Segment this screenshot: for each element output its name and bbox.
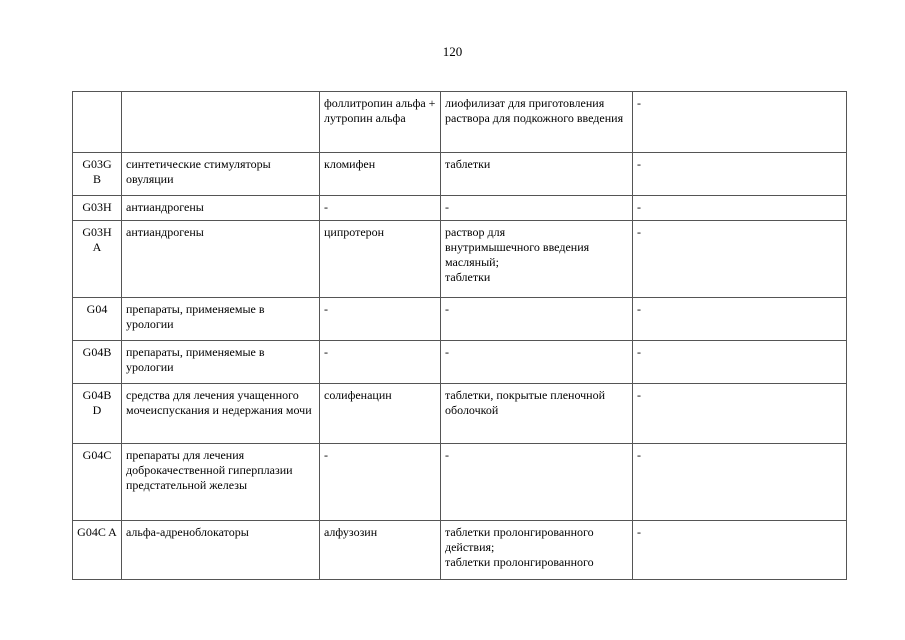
drug-table [72,91,847,580]
group-name-cell: антиандрогены [122,196,320,221]
inn-cell: ципротерон [320,221,441,298]
table-row [73,384,847,444]
group-name-cell: препараты, применяемые в урологии [122,298,320,341]
dosage-form-cell: - [441,341,633,384]
atc-code-cell: G03G B [73,153,122,196]
note-cell: - [633,221,847,298]
dosage-form-cell: - [441,444,633,521]
atc-code-cell: G03H A [73,221,122,298]
atc-code-cell: G04B [73,341,122,384]
note-cell: - [633,196,847,221]
inn-cell: - [320,444,441,521]
note-cell: - [633,444,847,521]
table-row [73,341,847,384]
group-name-cell: альфа-адреноблокаторы [122,521,320,580]
table-row [73,196,847,221]
dosage-form-cell: - [441,196,633,221]
atc-code-cell: G04B D [73,384,122,444]
group-name-cell: препараты, применяемые в урологии [122,341,320,384]
note-cell: - [633,153,847,196]
atc-code-cell [73,92,122,153]
table-row [73,521,847,580]
note-cell: - [633,341,847,384]
table-row [73,298,847,341]
dosage-form-cell: раствор для внутримышечного введения масляный; таблетки [441,221,633,298]
inn-cell: - [320,298,441,341]
group-name-cell [122,92,320,153]
dosage-form-cell: таблетки, покрытые пленочной оболочкой [441,384,633,444]
atc-code-cell: G03H [73,196,122,221]
inn-cell: алфузозин [320,521,441,580]
dosage-form-cell: таблетки пролонгированного действия; таблетки пролонгированного [441,521,633,580]
group-name-cell: антиандрогены [122,221,320,298]
atc-code-cell: G04 [73,298,122,341]
table-row [73,444,847,521]
table-row [73,153,847,196]
atc-code-cell: G04C [73,444,122,521]
dosage-form-cell: лиофилизат для приготовления раствора для подкожного введения [441,92,633,153]
atc-code-cell: G04C A [73,521,122,580]
inn-cell: - [320,196,441,221]
note-cell: - [633,298,847,341]
dosage-form-cell: - [441,298,633,341]
dosage-form-cell: таблетки [441,153,633,196]
inn-cell: кломифен [320,153,441,196]
group-name-cell: средства для лечения учащенного мочеиспускания и недержания мочи [122,384,320,444]
table-row [73,92,847,153]
note-cell: - [633,92,847,153]
group-name-cell: синтетические стимуляторы овуляции [122,153,320,196]
note-cell: - [633,521,847,580]
inn-cell: фоллитропин альфа + лутропин альфа [320,92,441,153]
group-name-cell: препараты для лечения доброкачественной гиперплазии предстательной железы [122,444,320,521]
page-number: 120 [442,44,463,59]
table-row [73,221,847,298]
note-cell: - [633,384,847,444]
inn-cell: солифенацин [320,384,441,444]
inn-cell: - [320,341,441,384]
